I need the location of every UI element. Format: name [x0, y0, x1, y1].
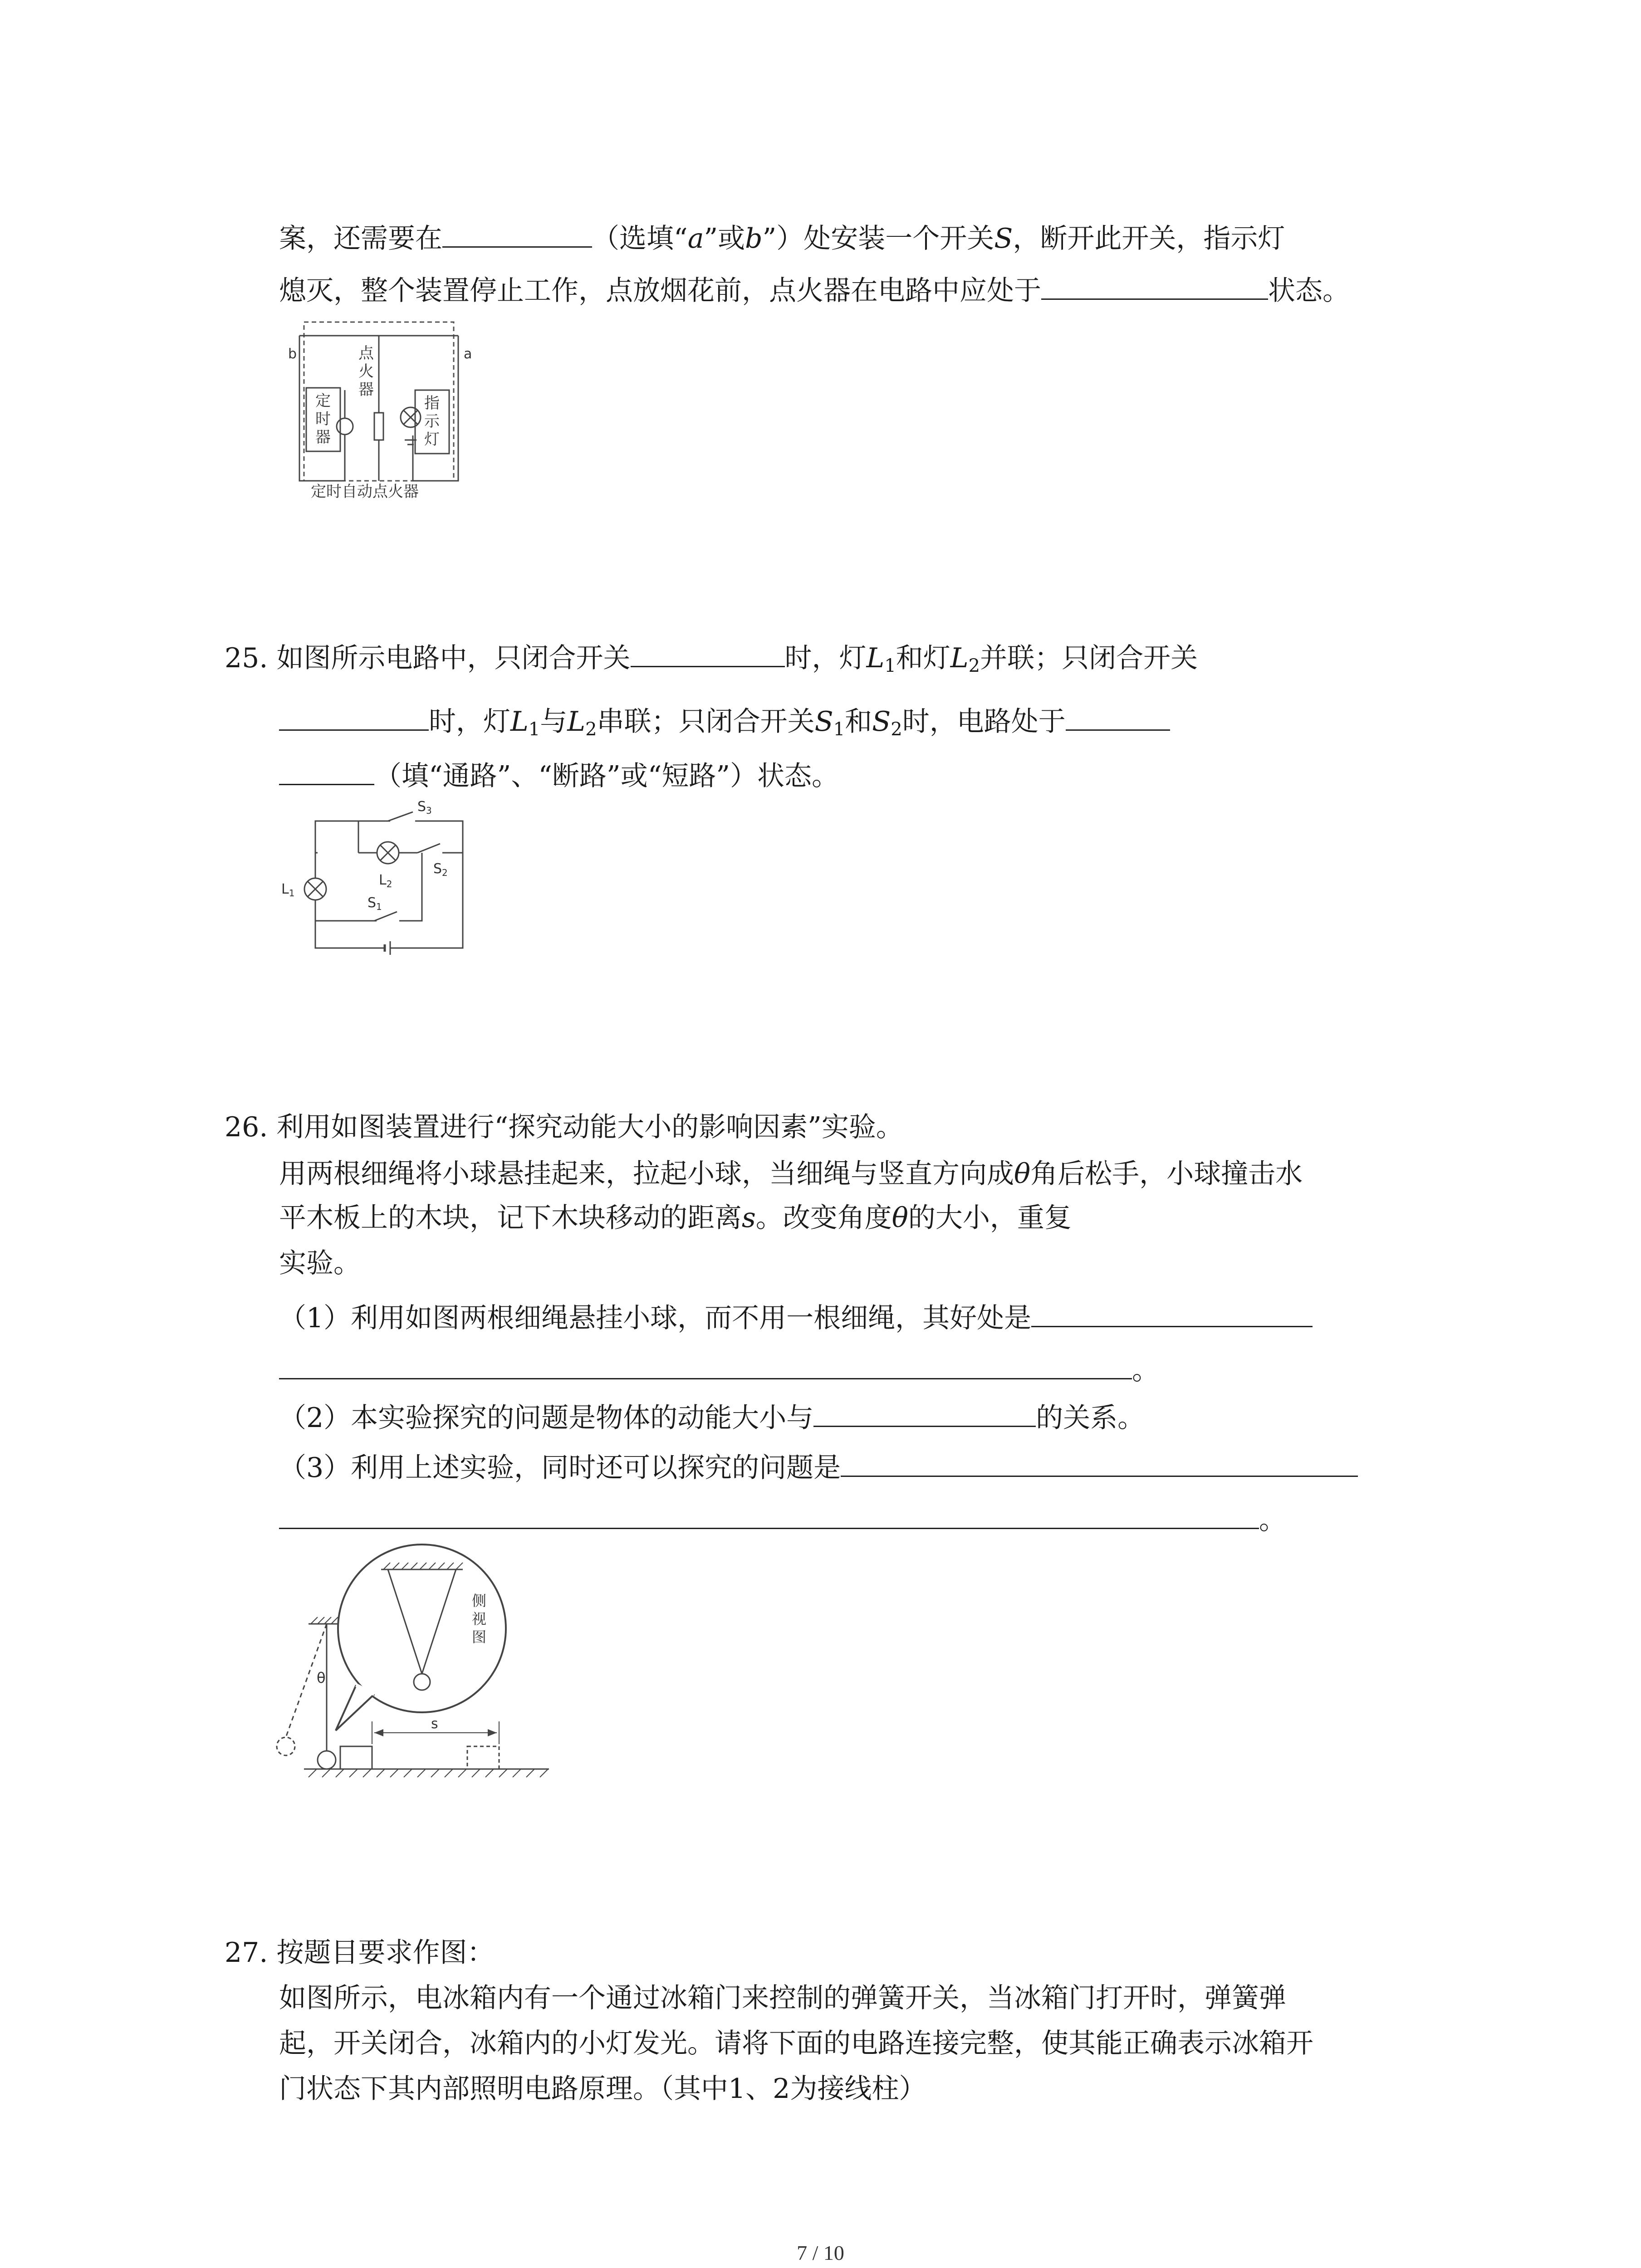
svg-text:b: b [288, 346, 297, 362]
svg-text:指: 指 [424, 394, 440, 412]
svg-text:灯: 灯 [424, 430, 440, 449]
q25-blank-3a[interactable] [1066, 703, 1170, 731]
svg-text:侧: 侧 [472, 1592, 487, 1609]
q27-line-2: 如图所示，电冰箱内有一个通过冰箱门来控制的弹簧开关，当冰箱门打开时，弹簧弹 [279, 1982, 1286, 2014]
q24-line-2: 熄灭，整个装置停止工作，点放烟花前，点火器在电路中应处于 状态。 [279, 272, 1350, 309]
q26-blank-2[interactable] [813, 1399, 1036, 1427]
q24-igniter-diagram [286, 318, 476, 508]
page-number: 7 / 10 [797, 2241, 844, 2264]
q26-line-1: 26. 利用如图装置进行“探究动能大小的影响因素”实验。 [225, 1111, 903, 1143]
svg-text:L1: $L_1$ [281, 881, 295, 899]
svg-text:S2: $S_2$ [433, 861, 448, 878]
question-number: 25. [225, 642, 268, 674]
svg-text:火: 火 [358, 362, 374, 381]
svg-text:S1: $S_1$ [367, 895, 382, 912]
svg-text:示: 示 [424, 412, 440, 430]
q26-part-3: （3）利用上述实验，同时还可以探究的问题是 [279, 1449, 1358, 1486]
q27-line-3: 起，开关闭合，冰箱内的小灯发光。请将下面的电路连接完整，使其能正确表示冰箱开 [279, 2028, 1313, 2059]
q25-circuit-diagram [272, 798, 481, 971]
q24-line-1: 案，还需要在 （选填“a”或b”）处安装一个开关S，断开此开关，指示灯 [279, 220, 1285, 257]
q26-blank-1a[interactable] [1031, 1300, 1313, 1327]
svg-text:L2: $L_2$ [379, 872, 392, 890]
q26-blank-3a[interactable] [841, 1449, 1358, 1477]
q25-blank-2[interactable] [279, 703, 429, 731]
svg-text:θ: θ [317, 1669, 326, 1686]
q25-line-1: 25. 如图所示电路中，只闭合开关 时，灯$L_1$和灯$L_2$并联；只闭合开关 [225, 640, 1198, 684]
question-number: 26. [225, 1111, 268, 1143]
q26-part-3-cont: 。 [279, 1501, 1286, 1538]
q24-blank-1[interactable] [442, 220, 592, 248]
svg-text:器: 器 [358, 381, 374, 399]
q26-part-1: （1）利用如图两根细绳悬挂小球，而不用一根细绳，其好处是 [279, 1300, 1313, 1336]
svg-text:s: s [431, 1716, 438, 1732]
q27-line-1: 27. 按题目要求作图： [225, 1937, 495, 1969]
q24-blank-2[interactable] [1041, 272, 1268, 300]
q27-line-4: 门状态下其内部照明电路原理。（其中1、2为接线柱） [279, 2073, 926, 2105]
svg-text:定时自动点火器: 定时自动点火器 [311, 483, 419, 501]
q25-line-3: （填“通路”、“断路”或“短路”）状态。 [279, 758, 839, 794]
svg-text:器: 器 [315, 428, 331, 446]
q26-part-1-cont: 。 [279, 1352, 1159, 1388]
q25-blank-1[interactable] [631, 640, 785, 667]
svg-text:a: a [464, 346, 472, 362]
svg-text:定: 定 [315, 392, 331, 410]
svg-text:时: 时 [315, 410, 331, 428]
q26-line-2: 用两根细绳将小球悬挂起来，拉起小球，当细绳与竖直方向成θ角后松手，小球撞击水 [279, 1158, 1303, 1190]
svg-text:视: 视 [472, 1610, 487, 1628]
svg-text:S3: $S_3$ [417, 799, 432, 816]
q25-blank-3b[interactable] [279, 758, 374, 785]
q26-blank-1b[interactable] [279, 1352, 1132, 1379]
svg-text:图: 图 [472, 1628, 487, 1646]
question-number: 27. [225, 1937, 268, 1969]
q26-blank-3b[interactable] [279, 1501, 1259, 1529]
svg-text:点: 点 [358, 344, 374, 362]
q26-pendulum-diagram [277, 1538, 563, 1792]
q26-line-3: 平木板上的木块，记下木块移动的距离s。改变角度θ的大小，重复 [279, 1202, 1072, 1234]
q25-line-2: 时，灯$L_1$与$L_2$串联；只闭合开关$S_1$和$S_2$时，电路处于 [279, 703, 1170, 748]
q26-part-2: （2）本实验探究的问题是物体的动能大小与 的关系。 [279, 1399, 1145, 1436]
q26-line-4: 实验。 [279, 1247, 361, 1279]
